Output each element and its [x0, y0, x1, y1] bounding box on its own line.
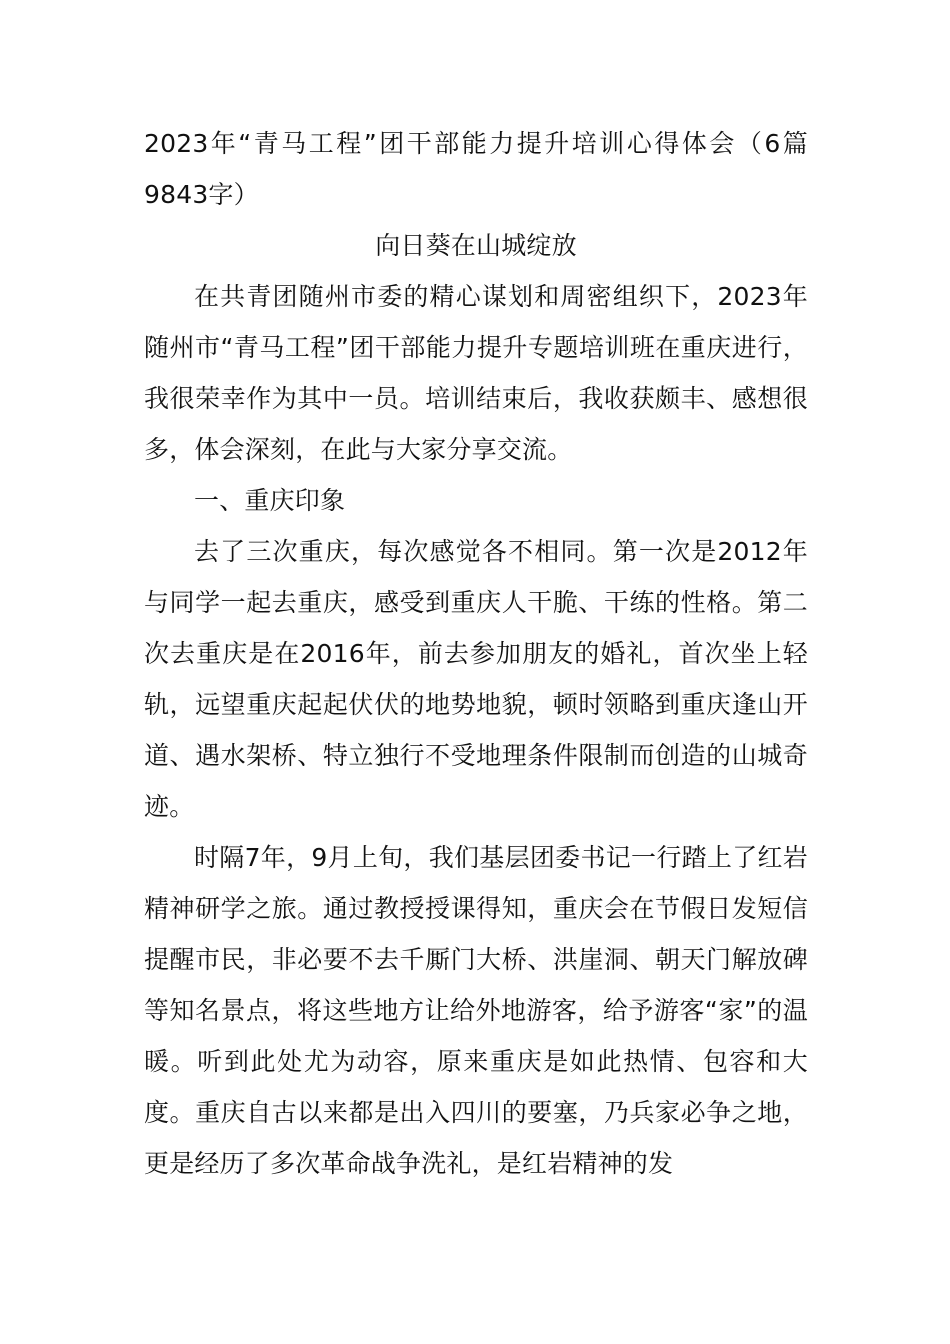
paragraph-intro: 在共青团随州市委的精心谋划和周密组织下，2023年随州市“青马工程”团干部能力提升专题培训班在重庆进行，我很荣幸作为其中一员。培训结束后，我收获颇丰、感想很多，体会深刻，在此与大家分享交流。: [144, 282, 808, 464]
paragraph-study-tour: 时隔7年，9月上旬，我们基层团委书记一行踏上了红岩精神研学之旅。通过教授授课得知，重庆会在节假日发短信提醒市民，非必要不去千厮门大桥、洪崖洞、朝天门解放碑等知名景点，将这些地方让给外地游客，给予游客“家”的温暖。听到此处尤为动容，原来重庆是如此热情、包容和大度。重庆自古以来都是出入四川的要塞，乃兵家必争之地，更是经历了多次革命战争洗礼，是红岩精神的发: [144, 843, 808, 1178]
document-subtitle: 向日葵在山城绽放: [375, 231, 577, 260]
paragraph-three-visits: 去了三次重庆，每次感觉各不相同。第一次是2012年与同学一起去重庆，感受到重庆人干脆、干练的性格。第二次去重庆是在2016年，前去参加朋友的婚礼，首次坐上轻轨，远望重庆起起伏伏的地势地貌，顿时领略到重庆逢山开道、遇水架桥、特立独行不受地理条件限制而创造的山城奇迹。: [144, 537, 808, 821]
document-body: [144, 118, 808, 1189]
section-heading-chongqing-impression: 一、重庆印象: [194, 486, 346, 515]
document-title: 2023年“青马工程”团干部能力提升培训心得体会（6篇9843字）: [144, 129, 808, 209]
